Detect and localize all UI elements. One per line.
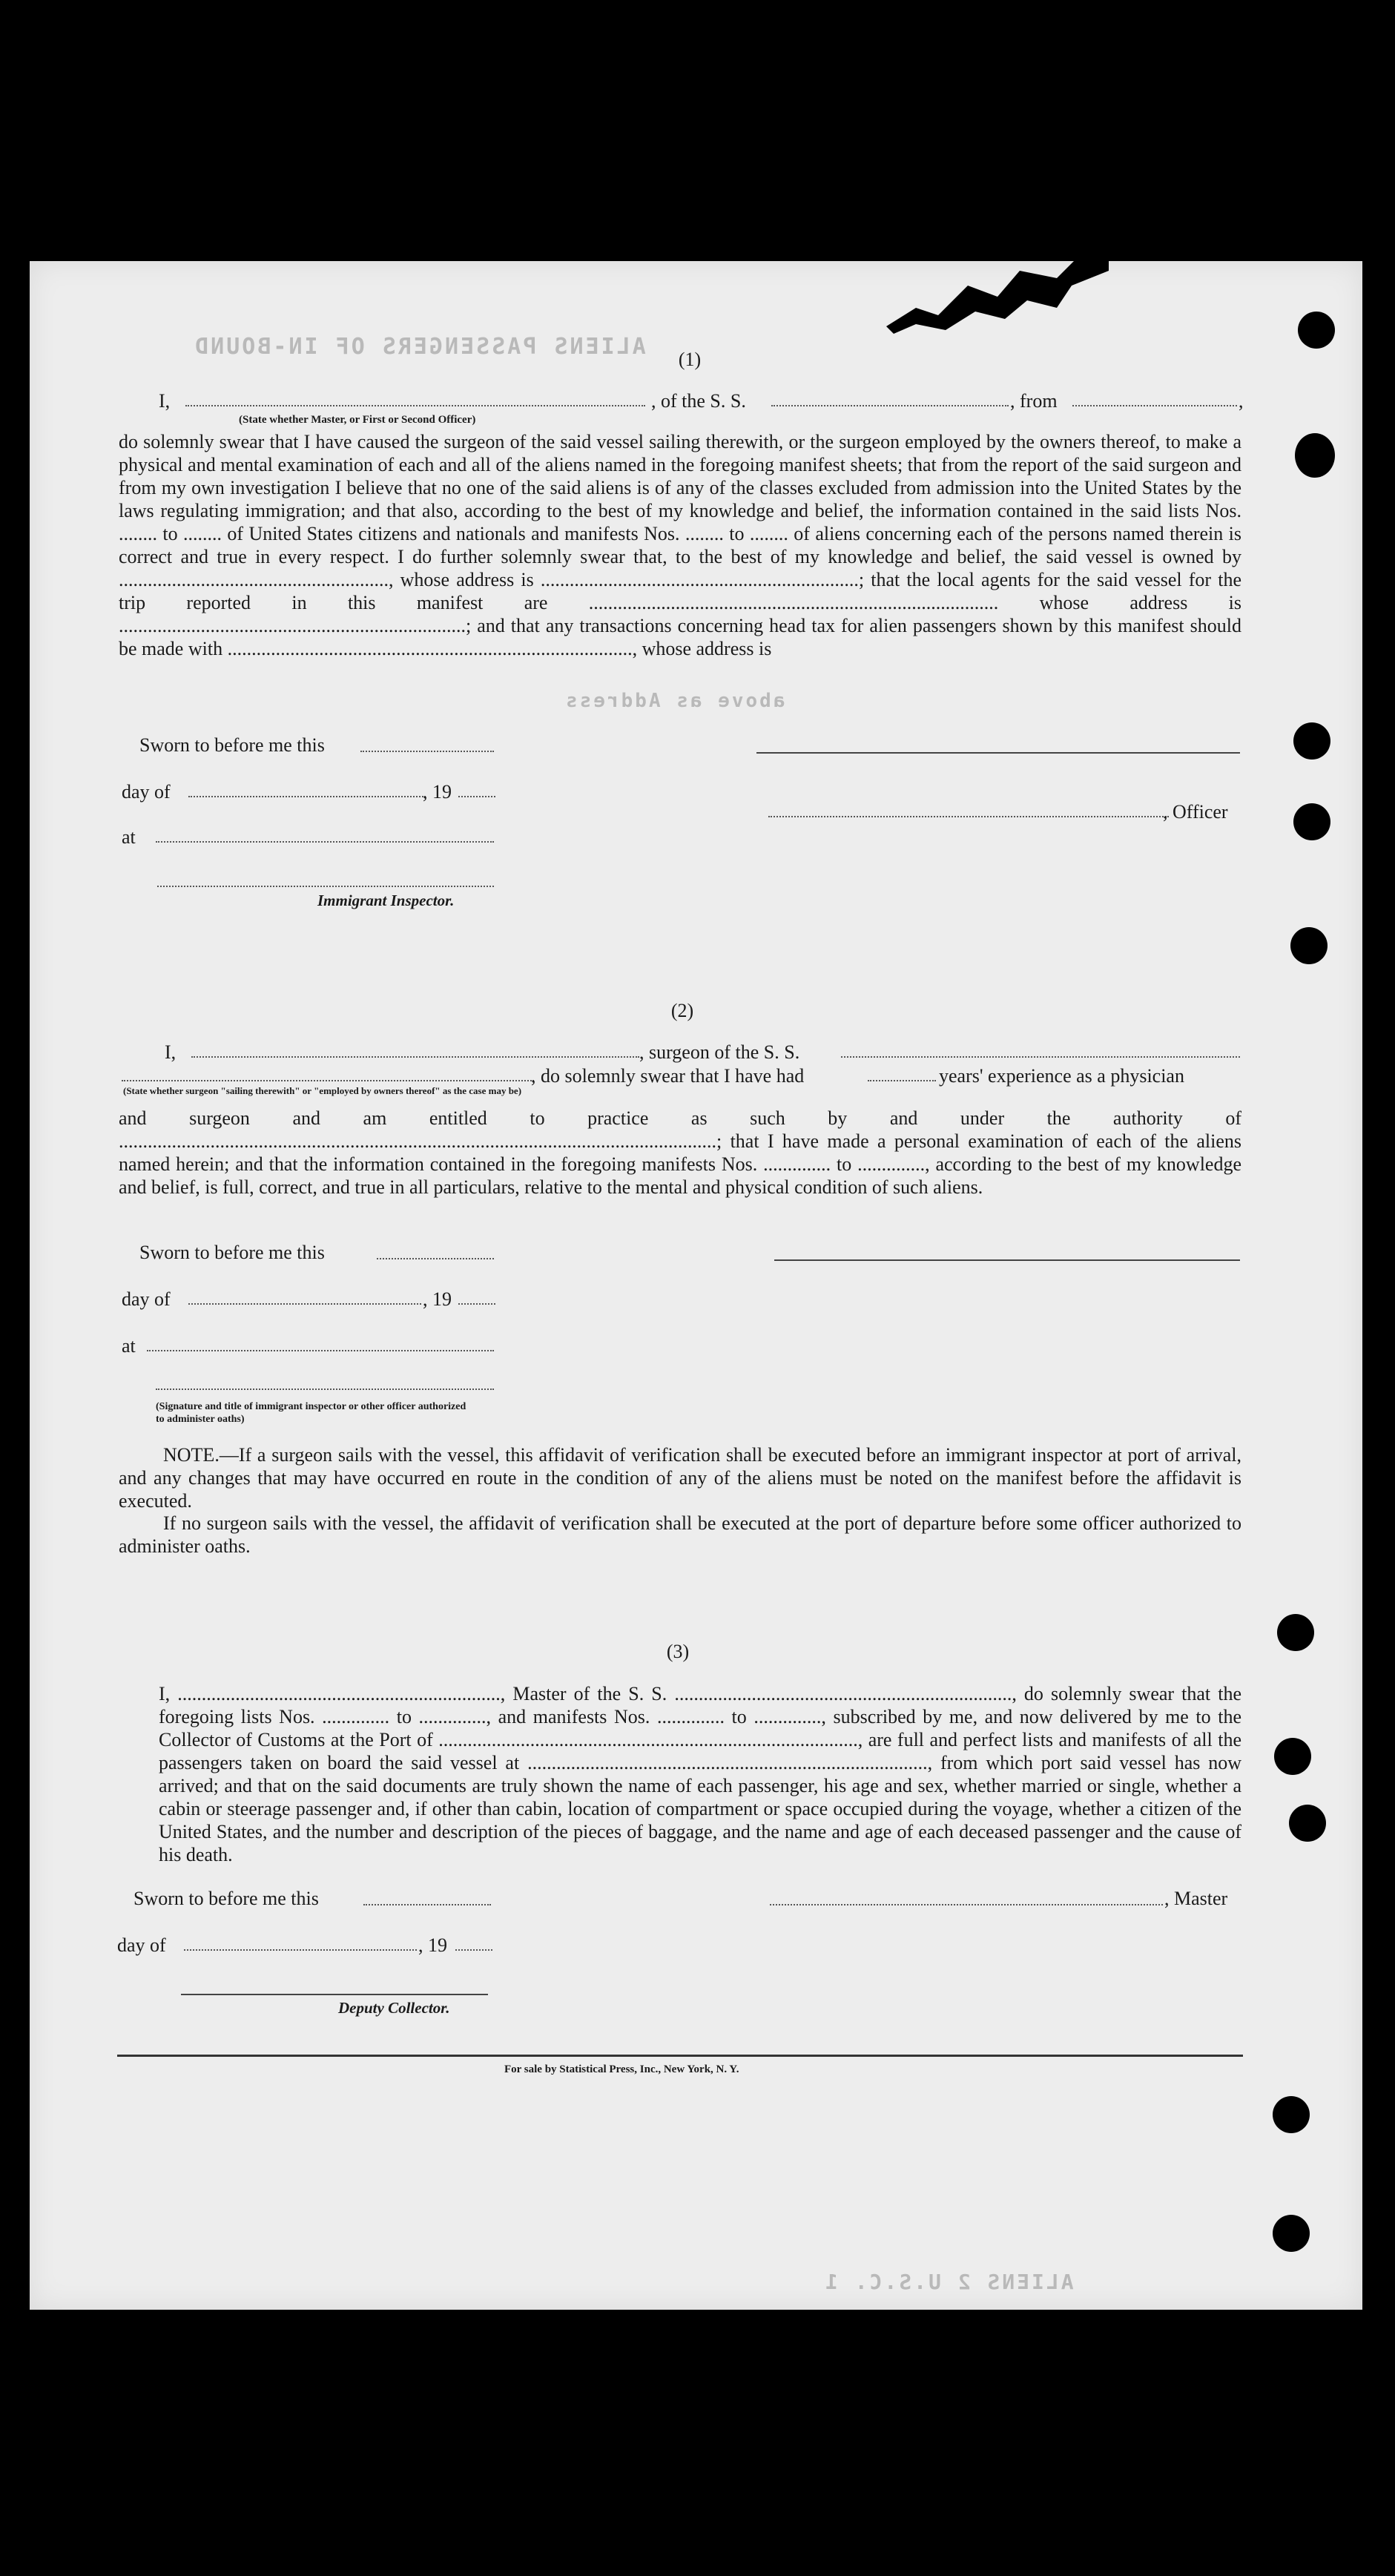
s3-day-field[interactable] (184, 1949, 417, 1951)
torn-corner (886, 256, 1109, 337)
s2-day-field[interactable] (188, 1303, 421, 1305)
punch-hole (1273, 2096, 1310, 2133)
years-field[interactable] (868, 1080, 936, 1081)
bleed-through: ALIENS 2 U.S.C. 1 (823, 2270, 1074, 2294)
year-label-1: , 19 (423, 781, 452, 803)
at-field[interactable] (156, 841, 494, 843)
punch-hole (1293, 722, 1330, 760)
collector-signature-field[interactable] (181, 1994, 488, 1995)
inspector-label: Immigrant Inspector. (317, 892, 455, 909)
footer-text: For sale by Statistical Press, Inc., New York, N. Y. (504, 2063, 739, 2075)
year-field[interactable] (458, 796, 495, 797)
oath-line-1: I, (159, 390, 171, 412)
oath-from-label: , from (1010, 390, 1058, 412)
day-of-label-1: day of (122, 781, 171, 803)
at-label-2: at (122, 1335, 136, 1357)
s2-name-field[interactable] (191, 1056, 639, 1058)
inspector-signature-field[interactable] (157, 886, 494, 887)
s2-at-field[interactable] (147, 1350, 494, 1351)
footer-rule (117, 2055, 1243, 2057)
sig-line-right[interactable] (756, 752, 1240, 754)
note-paragraph-2: If no surgeon sails with the vessel, the affidavit of verification shall be executed at the port of departure before some officer authorized to administer oaths. (119, 1512, 1241, 1557)
section-2-body: and surgeon and am entitled to practice as such by and under the authority of ............................................................................................................................; that I have made a personal examination of each of the aliens named herein; and that the information contained in the foregoing manifests Nos. .............. to .............., according to the best of my knowledge and belief, is full, correct, and true in all particulars, relative to the mental and physical condition of such aliens. (119, 1107, 1241, 1198)
signature-note: (Signature and title of immigrant inspector or other officer authorized to administer oaths) (156, 1401, 466, 1425)
at-label-1: at (122, 826, 136, 848)
surgeon-note: (State whether surgeon "sailing therewith" or "employed by owners thereof" as the case may be) (123, 1085, 522, 1096)
s2-signature-field[interactable] (156, 1389, 494, 1390)
master-signature-field[interactable] (770, 1904, 1163, 1905)
year-label-2: , 19 (423, 1288, 452, 1310)
s3-year-field[interactable] (455, 1949, 492, 1951)
note-paragraph-1: NOTE.—If a surgeon sails with the vessel, this affidavit of verification shall be executed before an immigrant inspector at port of arrival, and any changes that may have occurred en route in the condition of any of the aliens must be noted on the manifest before the affidavit is executed. (119, 1444, 1241, 1512)
officer-signature-field[interactable] (768, 816, 1169, 817)
punch-hole (1277, 1614, 1314, 1651)
section-1-body: do solemnly swear that I have caused the surgeon of the said vessel sailing therewith, or the surgeon employed by the owners thereof, to make a physical and mental examination of each and all of the aliens named in the foregoing manifest sheets; that from the report of the said surgeon and from my own investigation I believe that no one of the said aliens is of any of the classes excluded from admission into the United States by the laws regulating immigration; and that also, according to the best of my knowledge and belief, the information contained in the said lists Nos. ........ to ........ of United States citizens and nationals and manifests Nos. ........ to ........ of aliens concerning each of the persons named therein is correct and true in every respect. I do further solemnly swear that, to the best of my knowledge and belief, the said vessel is owned by ........................................................, whose address is ..................................................................; that the local agents for the said vessel for the trip reported in this manifest are ..................................................................................... whose address is ........................................................................; and that any transactions concerning head tax for alien passengers shown by this manifest should be made with ...................................................................................., whose address is (119, 431, 1241, 659)
day-of-label-2: day of (122, 1288, 171, 1310)
s3-sworn-field[interactable] (363, 1904, 491, 1905)
sworn-label-2: Sworn to before me this (139, 1242, 325, 1263)
sworn-label-3: Sworn to before me this (133, 1888, 319, 1909)
day-of-label-3: day of (117, 1934, 166, 1956)
punch-hole (1290, 927, 1328, 964)
s2-year-field[interactable] (458, 1303, 495, 1305)
day-field[interactable] (188, 796, 426, 797)
from-field[interactable] (1072, 405, 1237, 406)
s2-years-label: years' experience as a physician (939, 1065, 1184, 1087)
name-field[interactable] (185, 405, 645, 406)
s2-vessel-field[interactable] (841, 1056, 1240, 1058)
bleed-through: above as Address (564, 690, 785, 712)
oath-ss-label: , of the S. S. (651, 390, 746, 412)
punch-hole (1289, 1805, 1326, 1842)
s2-surgeon-signature[interactable] (774, 1259, 1240, 1261)
officer-label: , Officer (1163, 801, 1228, 823)
deputy-collector-label: Deputy Collector. (338, 1999, 450, 2017)
year-label-3: , 19 (418, 1934, 447, 1956)
punch-hole (1293, 803, 1330, 840)
punch-hole (1298, 312, 1335, 349)
s2-surgeon-label: , surgeon of the S. S. (639, 1041, 800, 1063)
section-1-number: (1) (678, 349, 702, 370)
sworn-date-field[interactable] (360, 751, 494, 752)
master-label: , Master (1164, 1888, 1228, 1909)
vessel-field[interactable] (771, 405, 1009, 406)
s2-surgeon-type-field[interactable] (122, 1080, 534, 1081)
s2-sworn-field[interactable] (377, 1258, 494, 1259)
s2-i-label: I, (165, 1041, 177, 1063)
section-3-body: I, ..................................................................., Master of the S. S. ......................................................................, do solemnly swear that the foregoing lists Nos. .............. to .............., and manifests Nos. .............. to .............., subscribed by me, and now delivered by me to the Collector of Customs at the Port of ......................................................................................., are full and perfect lists and manifests of all the passengers taken on board the said vessel at ..................................................................................., from which port said vessel has now arrived; and that on the said documents are truly shown the name of each passenger, his age and sex, whether married or single, whether a cabin or steerage passenger and, if other than cabin, location of compartment or space occupied during the voyage, whether a citizen of the United States, and the number and description of the pieces of baggage, and the name and age of each deceased passenger and the cause of his death. (159, 1683, 1241, 1865)
sworn-label-1: Sworn to before me this (139, 734, 325, 756)
punch-hole (1295, 433, 1335, 478)
bleed-through: ALIENS PASSENGERS OF IN-BOUND (193, 334, 646, 360)
section-2-number: (2) (670, 1000, 694, 1021)
s2-swear-label: , do solemnly swear that I have had (531, 1065, 805, 1087)
officer-note: (State whether Master, or First or Second Officer) (239, 414, 476, 426)
oath-comma: , (1239, 390, 1244, 412)
section-3-number: (3) (666, 1641, 690, 1662)
punch-hole (1273, 2215, 1310, 2252)
punch-hole (1274, 1738, 1311, 1775)
